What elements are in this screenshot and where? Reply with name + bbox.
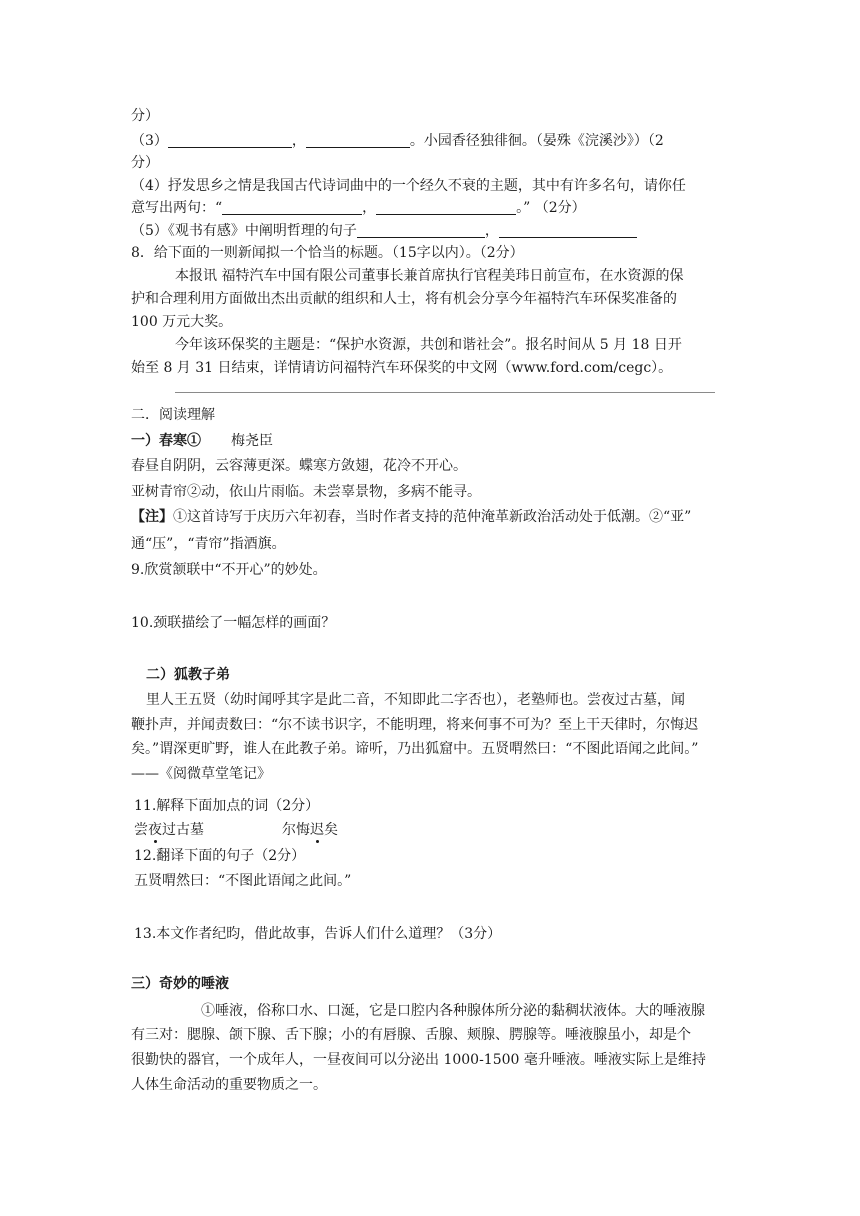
note-text: ①这首诗写于庆历六年初春，当时作者支持的范仲淹革新政治活动处于低潮。②“亚” (173, 509, 692, 525)
question-4-line-2 (131, 199, 586, 217)
dotted-word: 迟 (310, 822, 324, 838)
question-13: 13.本文作者纪昀，借此故事，告诉人们什么道理？（3分） (134, 926, 502, 942)
answer-blank[interactable] (306, 133, 410, 148)
phrase-2: 尔悔迟矣 (282, 822, 338, 838)
phrase-1: 尝夜过古墓 (134, 822, 204, 838)
question-9: 9.欣赏颔联中“不开心”的妙处。 (131, 562, 327, 578)
question-text: 。” （2分） (516, 200, 586, 216)
text-line: 分） (131, 155, 159, 171)
section-heading: 二．阅读理解 (131, 407, 215, 423)
answer-blank[interactable] (499, 223, 637, 238)
question-12: 12.翻译下面的句子（2分） (134, 848, 306, 864)
poem-note-line-2: 通“压”，“青帘”指酒旗。 (131, 536, 286, 552)
answer-blank[interactable] (376, 200, 516, 215)
question-text: 。小园香径独徘徊。（晏殊《浣溪沙》）（2 (409, 133, 664, 149)
passage-2-source: ——《阅微草堂笔记》 (131, 766, 271, 782)
poem-line: 春昼自阴阴，云容薄更深。蝶寒方敛翅，花冷不开心。 (131, 458, 467, 474)
news-paragraph-2-line: 始至 8 月 31 日结束，详情请访问福特汽车环保奖的中文网（www.ford.com/cegc）。 (131, 360, 673, 376)
passage-3-line: 人体生命活动的重要物质之一。 (131, 1077, 327, 1093)
news-paragraph-2-line: 今年该环保奖的主题是：“保护水资源，共创和谐社会”。报名时间从 5 月 18 日开 (175, 337, 682, 353)
answer-blank[interactable] (357, 223, 485, 238)
poem-line: 亚树青帘②动，依山片雨临。未尝辜景物，多病不能寻。 (131, 484, 481, 500)
divider (175, 392, 715, 393)
passage-2-title: 二）狐教子弟 (146, 667, 230, 683)
passage-2-line: 鞭扑声，并闻责数曰：“尔不读书识字，不能明理，将来何事不可为？至上干天律时，尔悔迟 (131, 717, 699, 733)
answer-blank[interactable] (168, 133, 292, 148)
passage-3-line: ①唾液，俗称口水、口涎，它是口腔内各种腺体所分泌的黏稠状液体。大的唾液腺 (201, 1003, 705, 1019)
question-4-line-1: （4）抒发思乡之情是我国古代诗词曲中的一个经久不衰的主题，其中有许多名句，请你任 (131, 178, 686, 194)
passage-1-title (131, 432, 273, 450)
news-paragraph-1-line: 100 万元大奖。 (131, 314, 233, 330)
question-10: 10.颈联描绘了一幅怎样的画面？ (131, 615, 336, 631)
answer-blank[interactable] (222, 200, 362, 215)
question-12-sentence: 五贤喟然曰：“不图此语闻之此间。” (134, 873, 352, 889)
comma: ， (362, 200, 377, 216)
question-text: 意写出两句：“ (131, 200, 223, 216)
question-text: （5）《观书有感》中阐明哲理的句子 (131, 223, 357, 239)
passage-3-line: 有三对：腮腺、颌下腺、舌下腺；小的有唇腺、舌腺、颊腺、腭腺等。唾液腺虽小，却是个 (131, 1027, 691, 1043)
poem-author: 梅尧臣 (231, 433, 273, 449)
question-3 (131, 132, 664, 150)
question-8: 8．给下面的一则新闻拟一个恰当的标题。（15字以内）。（2分） (131, 245, 524, 261)
passage-2-line: 里人王五贤（幼时闻呼其字是此二音，不知即此二字否也），老塾师也。尝夜过古墓，闻 (146, 692, 685, 708)
question-5 (131, 222, 637, 240)
note-tag: 【注】 (131, 509, 173, 525)
passage-3-title: 三）奇妙的唾液 (131, 976, 229, 992)
poem-note-line-1 (131, 508, 691, 526)
question-number: （3） (131, 133, 168, 149)
question-11: 11.解释下面加点的词（2分） (134, 798, 320, 814)
dotted-word: 夜 (148, 822, 162, 838)
text-line: 分） (131, 108, 159, 124)
news-paragraph-1-line: 本报讯 福特汽车中国有限公司董事长兼首席执行官程美玮日前宣布，在水资源的保 (175, 268, 684, 284)
poem-title: 一）春寒① (131, 433, 201, 449)
question-11-items (134, 821, 338, 839)
comma: ， (291, 133, 306, 149)
comma: ， (484, 223, 499, 239)
passage-2-line: 矣。”谓深更旷野，谁人在此教子弟。谛听，乃出狐窟中。五贤喟然曰：“不图此语闻之此间。” (131, 741, 699, 757)
news-paragraph-1-line: 护和合理利用方面做出杰出贡献的组织和人士，将有机会分享今年福特汽车环保奖准备的 (131, 291, 677, 307)
passage-3-line: 很勤快的器官，一个成年人，一昼夜间可以分泌出 1000-1500 毫升唾液。唾液实际上是维持 (131, 1052, 706, 1068)
